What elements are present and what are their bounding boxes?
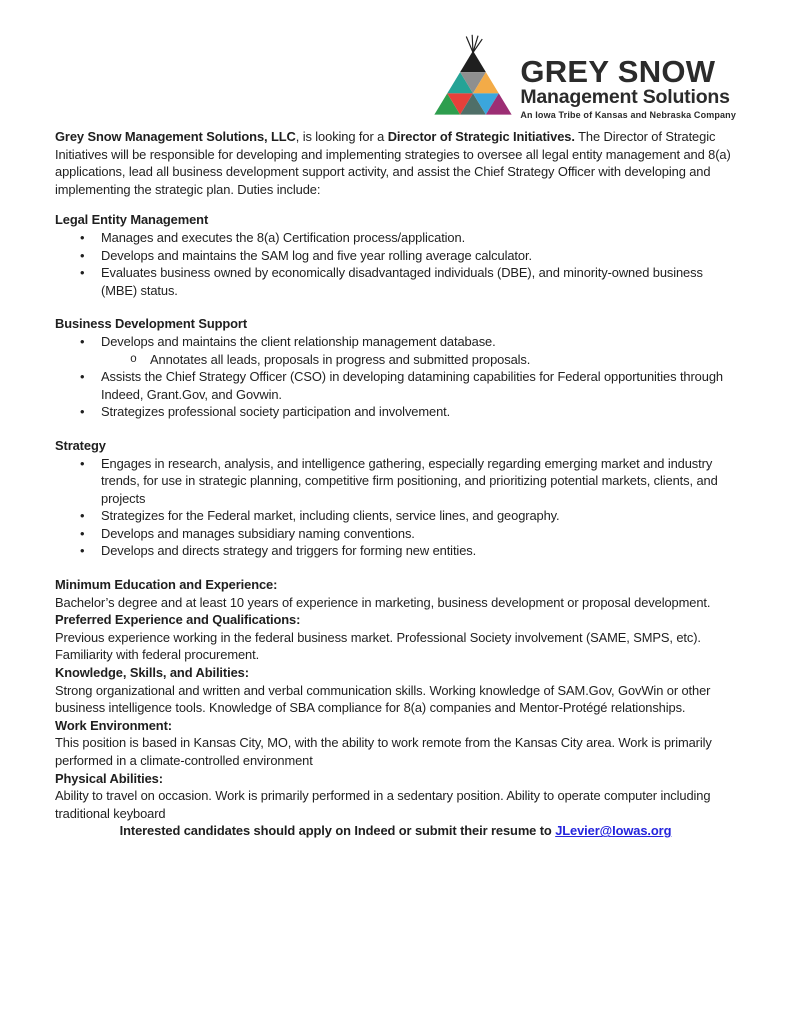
- duty-sections: [55, 211, 736, 560]
- bullet-text: Develops and maintains the SAM log and five year rolling average calculator.: [101, 247, 532, 263]
- qualification-block: [55, 770, 736, 823]
- logo-subtitle: Management Solutions: [520, 86, 730, 109]
- intro-text: , is looking for a: [295, 129, 388, 144]
- section-heading: Legal Entity Management: [55, 212, 209, 228]
- duty-section: [55, 315, 736, 421]
- qualification-text: Strong organizational and written and verbal communication skills. Working knowledge of SAM.Gov, GovWin or other business intelligence tools. Knowledge of SBA compliance for 8(a) companies and Mentor-Protégé relationships.: [55, 682, 711, 716]
- closing-line: [55, 822, 736, 840]
- bullet-marker: •: [80, 229, 85, 245]
- bullet-item: [55, 333, 736, 351]
- qualification-text: Ability to travel on occasion. Work is primarily performed in a sedentary position. Ability to operate computer including traditional keyboard: [55, 788, 711, 821]
- bullet-marker: •: [80, 333, 85, 349]
- bullet-text: Assists the Chief Strategy Officer (CSO) in developing datamining capabilities for Federal opportunities through Indeed, Grant.Gov, and Govwin.: [101, 369, 723, 402]
- qualification-heading: Preferred Experience and Qualifications:: [55, 612, 301, 628]
- bullet-marker: •: [80, 247, 85, 263]
- logo-tagline: An Iowa Tribe of Kansas and Nebraska Company: [520, 110, 736, 120]
- logo-title: GREY SNOW: [520, 54, 716, 90]
- qualification-block: [55, 611, 736, 664]
- bullet-marker: •: [80, 455, 85, 471]
- bullet-item: [55, 542, 736, 560]
- bullet-marker: •: [80, 369, 85, 385]
- job-title: Director of Strategic Initiatives.: [387, 129, 575, 144]
- bullet-item: [55, 247, 736, 265]
- bullet-text: Strategizes for the Federal market, including clients, service lines, and geography.: [101, 508, 560, 524]
- bullet-marker: •: [80, 265, 85, 281]
- bullet-text: Develops and directs strategy and triggers for forming new entities.: [101, 543, 477, 559]
- bullet-item: [55, 368, 736, 403]
- bullet-text: Annotates all leads, proposals in progress and submitted proposals.: [150, 351, 531, 367]
- section-heading: Business Development Support: [55, 316, 248, 332]
- bullet-item: [55, 525, 736, 543]
- qualification-heading: Minimum Education and Experience:: [55, 577, 278, 593]
- qualification-block: [55, 576, 736, 611]
- company-name: Grey Snow Management Solutions, LLC: [55, 129, 296, 144]
- intro-text: The Director of Strategic Initiatives will be responsible for developing and implementing strategies to oversee all legal entity management and 8(a) applications, lead all business development support activity, and assist the Chief Strategy Officer with developing and implementing the strategic plan. Duties include:: [55, 129, 731, 197]
- qualification-heading: Work Environment:: [55, 717, 172, 733]
- bullet-item: [55, 264, 736, 299]
- bullet-text: Engages in research, analysis, and intelligence gathering, especially regarding emerging market and industry trends, for use in strategic planning, competitive firm positioning, and prioritizing potential markets, clients, and projects: [101, 455, 718, 506]
- bullet-item: [55, 455, 736, 508]
- teepee-poles: [467, 35, 483, 53]
- bullet-item: [55, 229, 736, 247]
- qualification-sections: [55, 576, 736, 822]
- qualification-text: This position is based in Kansas City, MO, with the ability to work remote from the Kansas City area. Work is primarily performed in a climate-controlled environment: [55, 735, 712, 768]
- bullet-item: [55, 403, 736, 421]
- bullet-marker: •: [80, 404, 85, 420]
- section-heading: Strategy: [55, 437, 106, 453]
- qualification-text: Previous experience working in the federal business market. Professional Society involvement (SAME, SMPS, etc). Familiarity with federal procurement.: [55, 629, 701, 663]
- sub-bullet-marker: o: [130, 352, 137, 366]
- intro-paragraph: [55, 128, 736, 198]
- company-logo: [431, 30, 736, 122]
- qualification-text: Bachelor’s degree and at least 10 years of experience in marketing, business development or proposal development.: [55, 594, 711, 610]
- bullet-text: Manages and executes the 8(a) Certification process/application.: [101, 229, 466, 245]
- bullet-marker: •: [80, 525, 85, 541]
- qualification-block: [55, 664, 736, 717]
- email-link[interactable]: JLevier@Iowas.org: [555, 823, 672, 839]
- sub-bullet-item: [55, 351, 736, 369]
- logo-text-block: [520, 56, 736, 120]
- bullet-text: Strategizes professional society participation and involvement.: [101, 404, 451, 420]
- bullet-text: Develops and maintains the client relationship management database.: [101, 333, 496, 349]
- closing-text: Interested candidates should apply on Indeed or submit their resume to: [119, 823, 556, 839]
- teepee-logo-icon: [431, 30, 515, 122]
- bullet-item: [55, 507, 736, 525]
- bullet-marker: •: [80, 508, 85, 524]
- bullet-text: Evaluates business owned by economically disadvantaged individuals (DBE), and minority-owned business (MBE) status.: [101, 265, 703, 298]
- qualification-heading: Knowledge, Skills, and Abilities:: [55, 665, 249, 681]
- bullet-text: Develops and manages subsidiary naming conventions.: [101, 525, 415, 541]
- bullet-marker: •: [80, 543, 85, 559]
- qualification-heading: Physical Abilities:: [55, 770, 163, 786]
- duty-section: [55, 437, 736, 560]
- duty-section: [55, 211, 736, 299]
- qualification-block: [55, 717, 736, 770]
